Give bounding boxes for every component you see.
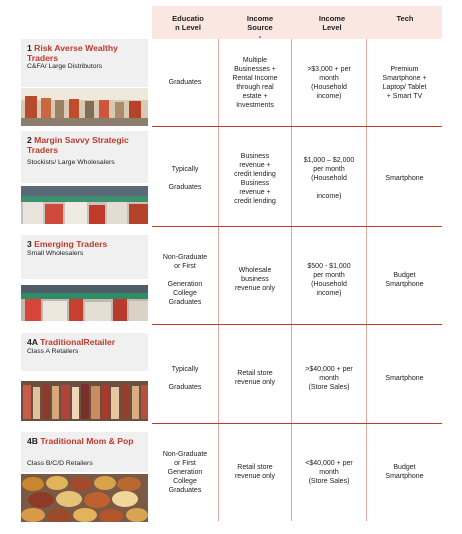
table-row (0, 432, 462, 522)
tech-cell: Budget Smartphone (385, 464, 424, 480)
tech-cell: Smartphone (385, 175, 424, 182)
segment-label (21, 432, 148, 472)
income-level-cell: >$3,000 + per month (Household income) (307, 65, 351, 100)
table-row (0, 39, 462, 126)
segment-title: Emerging Traders (34, 239, 108, 249)
income-source-cell: Retail store revenue only (234, 370, 276, 386)
header-income-level: Income Level (318, 14, 346, 32)
segment-label (21, 235, 148, 279)
table-row (0, 131, 462, 226)
segment-subtitle: Class B/C/D Retailers (27, 460, 93, 467)
segment-subtitle: Class A Retailers (27, 348, 79, 355)
header-tech: Tech (396, 14, 414, 23)
segment-number: 3 (27, 239, 32, 249)
row-divider (152, 226, 442, 227)
income-source-cell: Wholesale business revenue only (234, 267, 276, 292)
income-source-cell: Business revenue + credit lending Business revenue + credit lending (234, 152, 276, 205)
tech-cell: Smartphone (385, 374, 424, 382)
segment-label (21, 39, 148, 87)
segment-subtitle: C&FA/ Large Distributors (27, 63, 103, 70)
row-divider (152, 423, 442, 424)
segment-title: Traditional Mom & Pop (40, 436, 134, 446)
income-level-cell: $500 - $1,000 per month (Household income) (307, 262, 351, 297)
education-cell: Non-Graduate or First Generation College Graduates (162, 253, 208, 306)
segment-number: 4B (27, 436, 38, 446)
store-photo (21, 285, 148, 321)
segment-number: 1 (27, 43, 32, 53)
income-level-cell: $1,000 – $2,000 per month (Household income) (303, 157, 355, 200)
segment-label (21, 131, 148, 183)
warehouse-photo (21, 88, 148, 126)
segment-title: Risk Averse Wealthy Traders (27, 43, 118, 63)
income-source-cell: Retail store revenue only (234, 464, 276, 480)
spice-shop-photo (21, 474, 148, 522)
tech-cell: Budget Smartphone (385, 271, 424, 288)
education-cell: Typically Graduates (168, 365, 202, 391)
education-cell: Graduates (168, 79, 202, 86)
education-cell: Non-Graduate or First Generation College Graduates (162, 450, 208, 494)
row-divider (152, 126, 442, 127)
segment-subtitle: Small Wholesalers (27, 250, 84, 257)
segment-number: 2 (27, 135, 32, 145)
segment-number: 4A (27, 337, 38, 347)
income-source-cell: Multiple Businesses + Rental Income through real estate + Investments (232, 56, 278, 109)
table-header (152, 6, 442, 39)
segment-title: TraditionalRetailer (40, 337, 116, 347)
income-level-cell: <$40,000 + per month (Store Sales) (305, 459, 353, 485)
tech-cell: Premium Smartphone + Laptop/ Tablet + Smart TV (382, 65, 427, 100)
row-divider (152, 324, 442, 325)
segment-title: Margin Savvy Strategic Traders (27, 135, 129, 155)
table-row (0, 235, 462, 324)
clothing-shop-photo (21, 381, 148, 421)
education-cell: Typically Graduates (168, 166, 202, 191)
segment-label (21, 333, 148, 371)
income-level-cell: >$40,000 + per month (Store Sales) (305, 365, 353, 391)
header-education: Educatio n Level (172, 14, 204, 32)
wholesale-photo (21, 186, 148, 224)
header-income-source: Income Source - (246, 14, 274, 41)
segment-subtitle: Stockists/ Large Wholesalers (27, 159, 115, 166)
table-row (0, 333, 462, 423)
